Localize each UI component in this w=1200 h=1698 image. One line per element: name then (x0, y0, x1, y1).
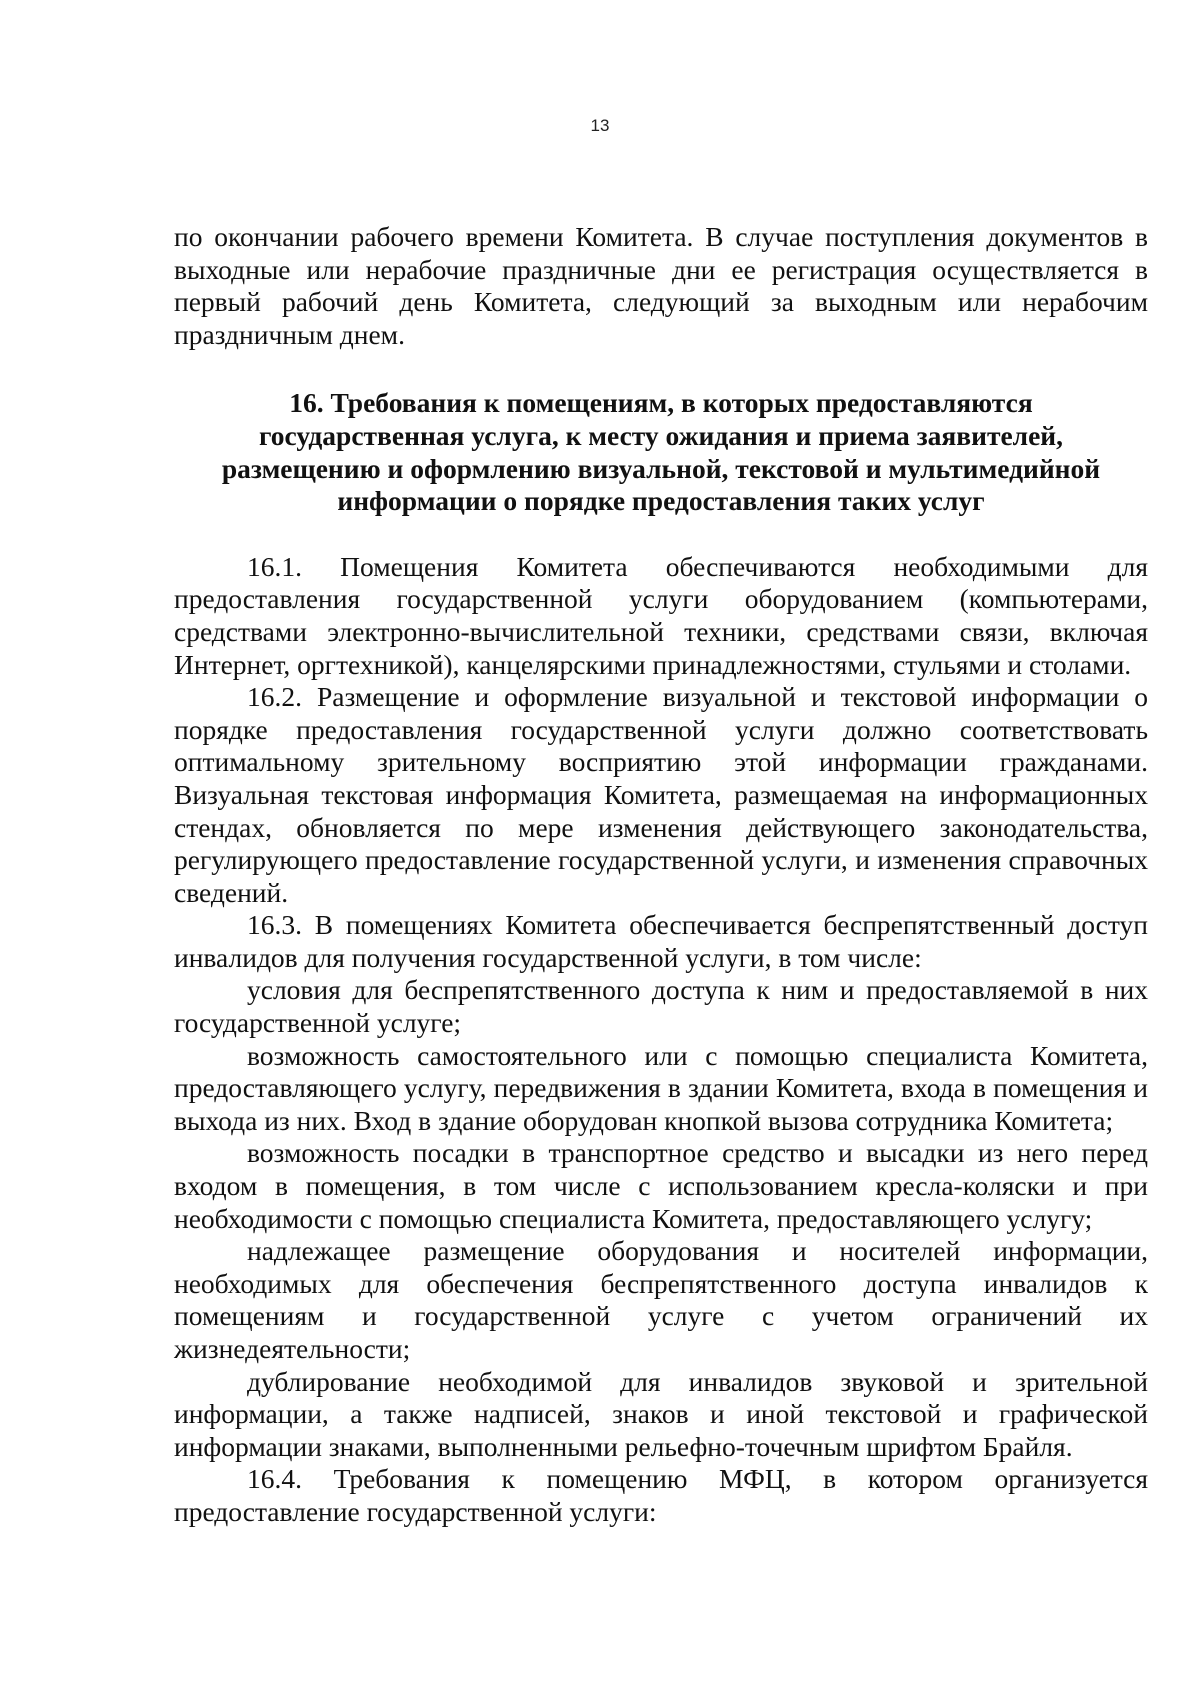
section-heading-line: размещению и оформлению визуальной, текстовой и мультимедийной (221, 452, 1101, 484)
section-heading-line: информации о порядке предоставления таких услуг (337, 485, 985, 517)
paragraph-16-3: 16.3. В помещениях Комитета обеспечивается беспрепятственный доступ инвалидов для получения государственной услуги, в том числе: (174, 909, 1148, 973)
list-item-movement: возможность самостоятельного или с помощью специалиста Комитета, предоставляющего услугу, передвижения в здании Комитета, входа в помещения и выхода из них. Вход в здание оборудован кнопкой вызова сотрудника Комитета; (174, 1039, 1148, 1136)
section-heading-line: 16. Требования к помещениям, в которых предоставляются (289, 387, 1033, 419)
page-number: 13 (590, 116, 610, 135)
intro-paragraph: по окончании рабочего времени Комитета. В случае поступления документов в выходные или нерабочие праздничные дни ее регистрация осуществляется в первый рабочий день Комитета, следующий за выходным или нерабочим праздничным днем. (174, 221, 1148, 350)
list-item-access-conditions: условия для беспрепятственного доступа к ним и предоставляемой в них государственной услуге; (174, 974, 1148, 1039)
list-item-equipment: надлежащее размещение оборудования и носителей информации, необходимых для обеспечения беспрепятственного доступа инвалидов к помещениям и государственной услуге с учетом ограничений их жизнедеятельности; (174, 1235, 1148, 1364)
section-heading (174, 387, 1148, 517)
paragraph-16-4: 16.4. Требования к помещению МФЦ, в котором организуется предоставление государственной услуги: (174, 1463, 1148, 1527)
list-item-braille: дублирование необходимой для инвалидов звуковой и зрительной информации, а также надписей, знаков и иной текстовой и графической информации знаками, выполненными рельефно-точечным шрифтом Брайля. (174, 1365, 1148, 1462)
section-heading-line: государственная услуга, к месту ожидания и приема заявителей, (258, 419, 1064, 451)
paragraph-16-2: 16.2. Размещение и оформление визуальной и текстовой информации о порядке предоставления государственной услуги должно соответствовать оптимальному зрительному восприятию этой информации гражданами. Визуальная текстовая информация Комитета, размещаемая на информационных стендах, обновляется по мере изменения действующего законодательства, регулирующего предоставление государственной услуги, и изменения справочных сведений. (174, 681, 1148, 908)
document-body (174, 221, 1148, 1529)
paragraph-16-1: 16.1. Помещения Комитета обеспечиваются необходимыми для предоставления государственной услуги оборудованием (компьютерами, средствами электронно-вычислительной техники, средствами связи, включая Интернет, оргтехникой), канцелярскими принадлежностями, стульями и столами. (174, 550, 1148, 680)
list-item-transport: возможность посадки в транспортное средство и высадки из него перед входом в помещения, в том числе с использованием кресла-коляски и при необходимости с помощью специалиста Комитета, предоставляющего услугу; (174, 1137, 1148, 1234)
